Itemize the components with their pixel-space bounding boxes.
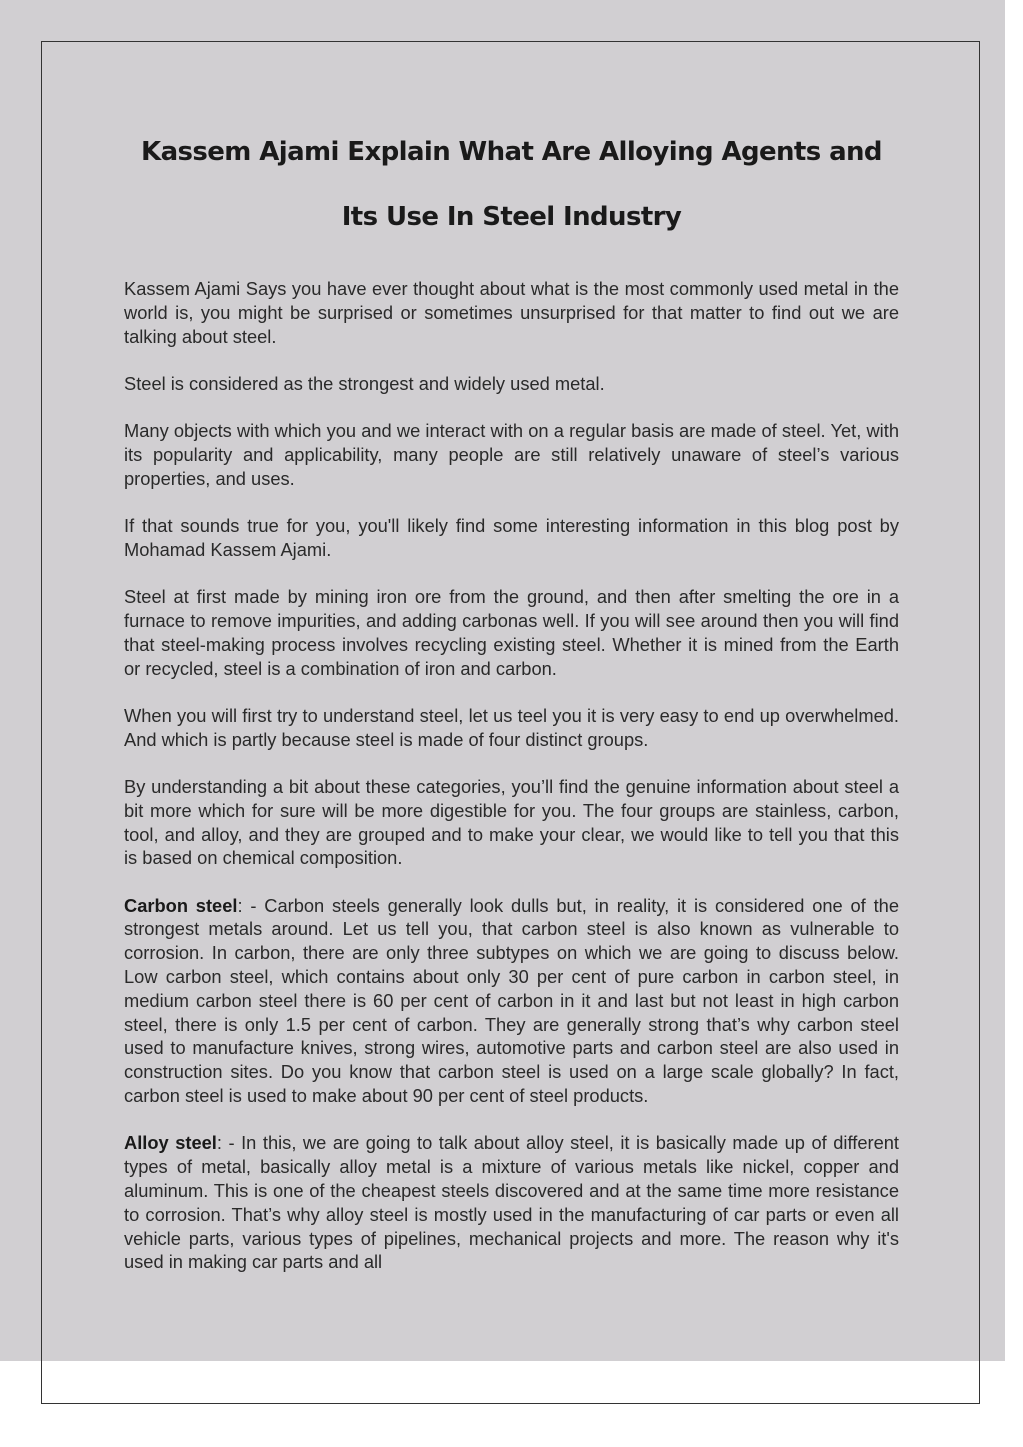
carbon-steel-term: Carbon steel — [124, 894, 238, 916]
document-body — [124, 120, 899, 1298]
paragraph-objects: Many objects with which you and we interact with on a regular basis are made of steel. Yet, with its popularity and applicability, many people are still relatively unaware of steel’s various properties, and uses. — [124, 420, 899, 489]
paragraph-alloy-steel — [124, 1131, 899, 1274]
title-line-2: Its Use In Steel Industry — [341, 202, 682, 232]
paragraph-carbon-steel — [124, 894, 899, 1108]
paragraph-steel-making: Steel at first made by mining iron ore from the ground, and then after smelting the ore in a furnace to remove impurities, and adding carbonas well. If you will see around then you will find that steel-making process involves recycling existing steel. Whether it is mined from the Earth or recycled, steel is a combination of iron and carbon. — [124, 586, 899, 679]
alloy-steel-text: : - In this, we are going to talk about alloy steel, it is basically made up of different types of metal, basically alloy metal is a mixture of various metals like nickel, copper and aluminum. This is one of the cheapest steels discovered and at the same time more resistance to corrosion. That’s why alloy steel is mostly used in the manufacturing of car parts or even all vehicle parts, various types of pipelines, mechanical projects and more. The reason why it's used in making car parts and all — [124, 1132, 899, 1273]
paragraph-blog-post: If that sounds true for you, you'll likely find some interesting information in this blog post by Mohamad Kassem Ajami. — [124, 515, 899, 560]
title-line-1: Kassem Ajami Explain What Are Alloying Agents and — [141, 137, 882, 167]
alloy-steel-term: Alloy steel — [124, 1132, 217, 1154]
paragraph-intro: Kassem Ajami Says you have ever thought about what is the most commonly used metal in the world is, you might be surprised or sometimes unsurprised for that matter to find out we are talking about steel. — [124, 278, 899, 347]
paragraph-four-groups: When you will first try to understand steel, let us teel you it is very easy to end up overwhelmed. And which is partly because steel is made of four distinct groups. — [124, 704, 899, 750]
document-title — [124, 120, 899, 250]
paragraph-categories: By understanding a bit about these categories, you’ll find the genuine information about steel a bit more which for sure will be more digestible for you. The four groups are stainless, carbon, tool, and alloy, and they are grouped and to make your clear, we would like to tell you that this is based on chemical composition. — [124, 775, 899, 869]
carbon-steel-text: : - Carbon steels generally look dulls but, in reality, it is considered one of the strongest metals around. Let us tell you, that carbon steel is also known as vulnerable to corrosion. In carbon, there are only three subtypes on which we are going to discuss below. Low carbon steel, which contains about only 30 per cent of pure carbon in carbon steel, in medium carbon steel there is 60 per cent of carbon in it and last but not least in high carbon steel, there is only 1.5 per cent of carbon. They are generally strong that’s why carbon steel used to manufacture knives, strong wires, automotive parts and carbon steel are also used in construction sites. Do you know that carbon steel is used on a large scale globally? In fact, carbon steel is used to make about 90 per cent of steel products. — [124, 894, 899, 1107]
paragraph-strongest: Steel is considered as the strongest and widely used metal. — [124, 372, 605, 394]
